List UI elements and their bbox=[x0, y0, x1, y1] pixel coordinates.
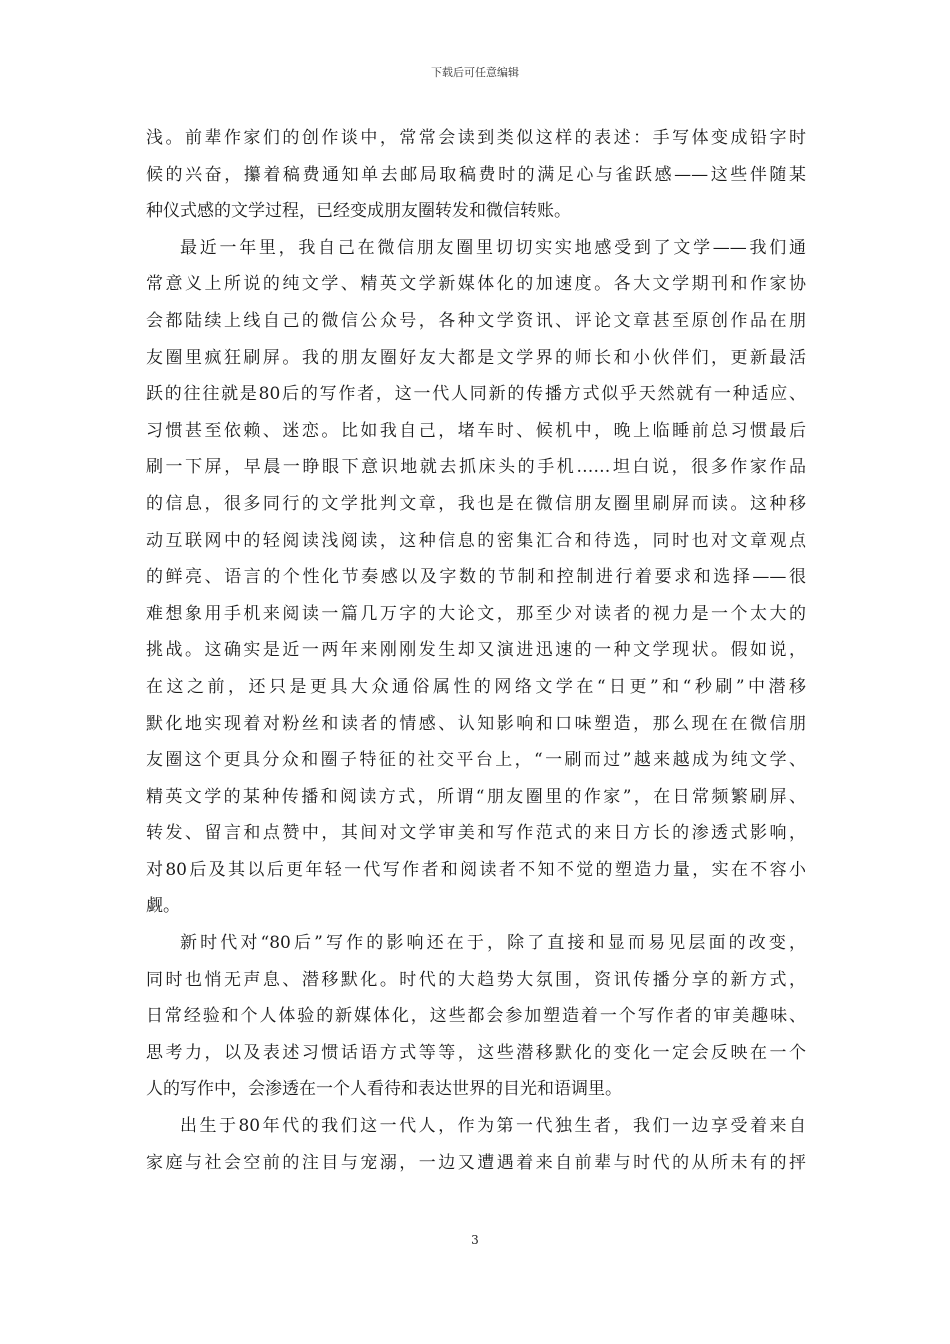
text-line: 候的兴奋，攥着稿费通知单去邮局取稿费时的满足心与雀跃感——这些伴随某 bbox=[146, 164, 806, 185]
text-line: 跃的往往就是80后的写作者，这一代人同新的传播方式似乎天然就有一种适应、 bbox=[146, 384, 806, 405]
text-line: 对80后及其以后更年轻一代写作者和阅读者不知不觉的塑造力量，实在不容小 bbox=[146, 859, 806, 880]
text-line: 刷一下屏，早晨一睁眼下意识地就去抓床头的手机……坦白说，很多作家作品 bbox=[146, 457, 806, 478]
text-line: 习惯甚至依赖、迷恋。比如我自己，堵车时、候机中，晚上临睡前总习惯最后 bbox=[146, 420, 806, 441]
text-line: 最近一年里，我自己在微信朋友圈里切切实实地感受到了文学——我们通 bbox=[180, 237, 806, 258]
text-line: 浅。前辈作家们的创作谈中，常常会读到类似这样的表述：手写体变成铅字时 bbox=[146, 128, 806, 148]
text-line: 在这之前，还只是更具大众通俗属性的网络文学在“日更”和“秒刷”中潜移 bbox=[146, 676, 806, 697]
text-line: 出生于80年代的我们这一代人，作为第一代独生者，我们一边享受着来自 bbox=[180, 1116, 806, 1137]
document-body bbox=[146, 120, 806, 1181]
text-line: 友圈里疯狂刷屏。我的朋友圈好友大都是文学界的师长和小伙伴们，更新最活 bbox=[146, 347, 806, 368]
text-line: 动互联网中的轻阅读浅阅读，这种信息的密集汇合和待选，同时也对文章观点 bbox=[146, 530, 806, 551]
text-line: 会都陆续上线自己的微信公众号，各种文学资讯、评论文章甚至原创作品在朋 bbox=[146, 310, 806, 331]
text-line: 人的写作中，会渗透在一个人看待和表达世界的目光和语调里。 bbox=[146, 1079, 622, 1100]
text-line: 默化地实现着对粉丝和读者的情感、认知影响和口味塑造，那么现在在微信朋 bbox=[146, 713, 806, 734]
text-line: 觑。 bbox=[146, 896, 180, 917]
text-line: 挑战。这确实是近一两年来刚刚发生却又演进迅速的一种文学现状。假如说， bbox=[146, 640, 806, 661]
text-line: 常意义上所说的纯文学、精英文学新媒体化的加速度。各大文学期刊和作家协 bbox=[146, 274, 806, 295]
text-line: 种仪式感的文学过程，已经变成朋友圈转发和微信转账。 bbox=[146, 201, 571, 222]
text-line: 日常经验和个人体验的新媒体化，这些都会参加塑造着一个写作者的审美趣味、 bbox=[146, 1006, 806, 1027]
text-line: 的鲜亮、语言的个性化节奏感以及字数的节制和控制进行着要求和选择——很 bbox=[146, 567, 806, 588]
page-header: 下载后可任意编辑 bbox=[431, 66, 519, 79]
text-line: 同时也悄无声息、潜移默化。时代的大趋势大氛围，资讯传播分享的新方式， bbox=[146, 969, 806, 990]
text-line: 思考力，以及表述习惯话语方式等等，这些潜移默化的变化一定会反映在一个 bbox=[146, 1042, 806, 1063]
text-line: 精英文学的某种传播和阅读方式，所谓“朋友圈里的作家”，在日常频繁刷屏、 bbox=[146, 786, 806, 807]
text-line: 新时代对“80后”写作的影响还在于，除了直接和显而易见层面的改变， bbox=[180, 933, 806, 954]
text-line: 难想象用手机来阅读一篇几万字的大论文，那至少对读者的视力是一个太大的 bbox=[146, 603, 806, 624]
text-line: 家庭与社会空前的注目与宠溺，一边又遭遇着来自前辈与时代的从所未有的抨 bbox=[146, 1152, 806, 1173]
page-number: 3 bbox=[471, 1233, 479, 1247]
text-line: 友圈这个更具分众和圈子特征的社交平台上，“一刷而过”越来越成为纯文学、 bbox=[146, 750, 806, 771]
text-line: 的信息，很多同行的文学批判文章，我也是在微信朋友圈里刷屏而读。这种移 bbox=[146, 493, 806, 514]
text-line: 转发、留言和点赞中，其间对文学审美和写作范式的来日方长的渗透式影响， bbox=[146, 823, 806, 844]
